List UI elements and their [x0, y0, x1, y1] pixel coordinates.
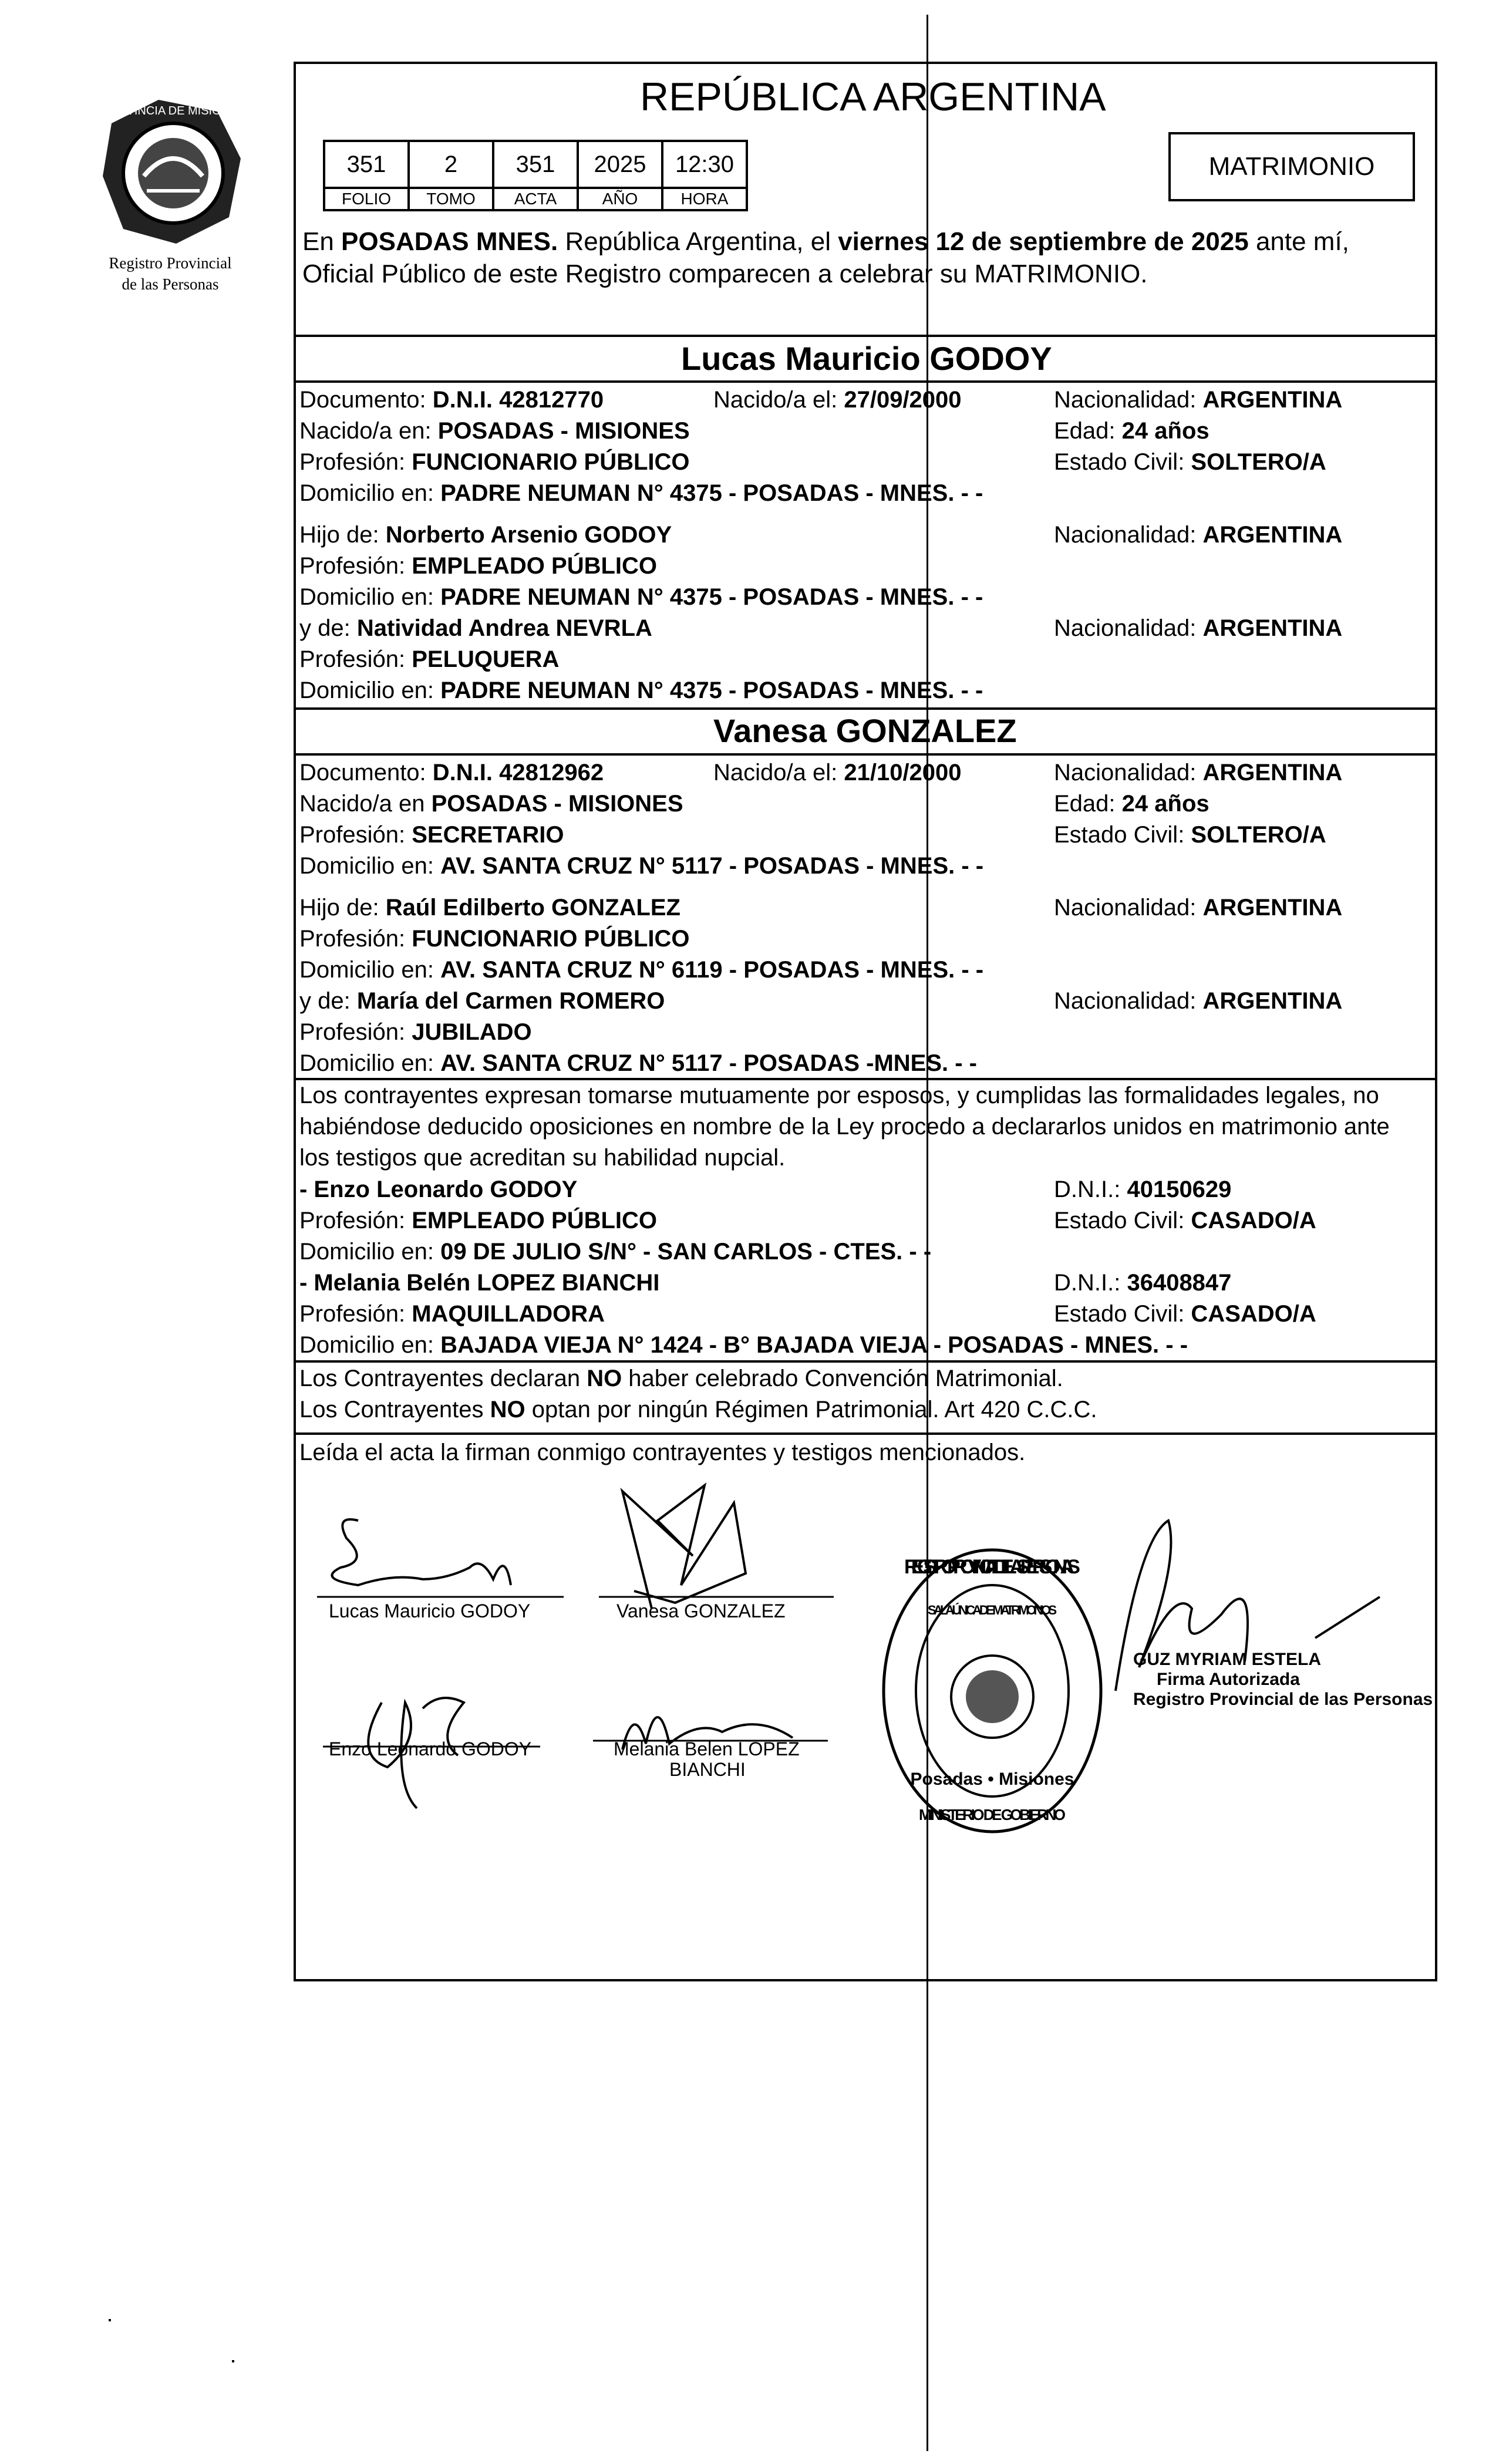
bride-father-addr [299, 955, 983, 986]
bride-age-value: 24 años [1121, 791, 1209, 817]
groom-father-nat [1054, 520, 1342, 551]
divider-closing [294, 1432, 1437, 1435]
groom-father-addr [299, 582, 983, 613]
convention-line2 [299, 1394, 1097, 1425]
label: Estado Civil: [1054, 1301, 1191, 1327]
bride-addr [299, 851, 983, 882]
witness1-addr-value: 09 DE JULIO S/N° - SAN CARLOS - CTES. - - [440, 1239, 932, 1265]
declaration-line2: habiéndose deducido oposiciones en nombre de la Ley procedo a declararlos unidos en matrimonio ante [299, 1114, 1390, 1140]
label: Nacionalidad: [1054, 615, 1203, 641]
groom-father-prof [299, 551, 657, 582]
label: Profesión: [299, 1301, 412, 1327]
witness2-prof-value: MAQUILLADORA [412, 1301, 605, 1327]
label: Documento: [299, 387, 433, 413]
seal-inner-text: SALA ÚNICA DE MATRIMONIOS [928, 1603, 1057, 1617]
groom-mother-addr [299, 675, 983, 706]
bride-doc [299, 757, 604, 788]
bride-father-nat [1054, 892, 1342, 923]
label: Estado Civil: [1054, 449, 1191, 475]
label: Los Contrayentes declaran [299, 1366, 587, 1391]
intro-line2: Oficial Público de este Registro comparecen a celebrar su MATRIMONIO. [302, 259, 1148, 288]
label: haber celebrado Convención Matrimonial. [622, 1366, 1063, 1391]
country-title: REPÚBLICA ARGENTINA [640, 75, 1106, 119]
bride-father-prof-value: FUNCIONARIO PÚBLICO [412, 926, 690, 952]
groom-civil-value: SOLTERO/A [1191, 449, 1326, 475]
groom-born-value: 27/09/2000 [844, 387, 962, 413]
bride-prof-value: SECRETARIO [412, 822, 564, 848]
label: D.N.I.: [1054, 1270, 1127, 1296]
witness2-civil [1054, 1299, 1316, 1330]
label: Hijo de: [299, 895, 386, 921]
label: Domicilio en: [299, 1332, 441, 1358]
label: Nacionalidad: [1054, 760, 1203, 786]
seal-outer-text: REGISTRO PROVINCIAL DE LAS PERSONAS [904, 1556, 1080, 1578]
intro-date: viernes 12 de septiembre de 2025 [838, 227, 1249, 256]
acta-value: 351 [493, 141, 578, 188]
hora-label: HORA [662, 188, 747, 210]
bride-born-value: 21/10/2000 [844, 760, 962, 786]
groom-doc [299, 385, 604, 416]
acta-label: ACTA [493, 188, 578, 210]
witness1-prof [299, 1205, 657, 1236]
label: y de: [299, 988, 357, 1014]
witness1-signature-caption: Enzo Leonardo GODOY [329, 1738, 532, 1759]
witness2-signature-caption: Melania Belen LOPEZ [614, 1738, 800, 1759]
intro-mid: República Argentina, el [558, 227, 838, 256]
groom-father [299, 520, 672, 551]
bride-mother-addr [299, 1048, 977, 1079]
label: Nacido/a en [299, 791, 432, 817]
registration-table [323, 140, 748, 211]
official-stamp-text [1133, 1650, 1433, 1710]
bride-signature-caption: Vanesa GONZALEZ [616, 1600, 786, 1622]
groom-father-prof-value: EMPLEADO PÚBLICO [412, 553, 658, 579]
groom-mother-nat-value: ARGENTINA [1202, 615, 1343, 641]
label: Domicilio en: [299, 677, 441, 703]
tomo-value: 2 [409, 141, 493, 188]
label: Profesión: [299, 822, 412, 848]
label: Profesión: [299, 646, 412, 672]
bride-civil-value: SOLTERO/A [1191, 822, 1326, 848]
logo-caption [82, 252, 258, 295]
label: Profesión: [299, 1208, 412, 1233]
label: Domicilio en: [299, 1050, 441, 1076]
bride-mother-value: María del Carmen ROMERO [356, 988, 665, 1014]
bride-name: Vanesa GONZALEZ [713, 712, 1017, 749]
witness2-civil-value: CASADO/A [1191, 1301, 1316, 1327]
label: Nacionalidad: [1054, 988, 1203, 1014]
label: Nacido/a el: [713, 760, 844, 786]
label: Nacido/a el: [713, 387, 844, 413]
groom-father-value: Norberto Arsenio GODOY [385, 522, 672, 548]
witness2-addr-value: BAJADA VIEJA N° 1424 - B° BAJADA VIEJA - POSADAS - MNES. - - [440, 1332, 1188, 1358]
witness2-prof [299, 1299, 605, 1330]
label: Nacionalidad: [1054, 387, 1203, 413]
bride-mother-prof [299, 1017, 532, 1048]
witness1-dni-value: 40150629 [1127, 1177, 1232, 1202]
closing-text: Leída el acta la firman conmigo contrayentes y testigos mencionados. [299, 1440, 1026, 1465]
folio-label: FOLIO [324, 188, 409, 210]
scan-dot [232, 2360, 234, 2362]
convention1-no: NO [587, 1366, 622, 1391]
groom-name: Lucas Mauricio GODOY [681, 340, 1052, 377]
groom-mother-nat [1054, 613, 1342, 644]
label: Domicilio en: [299, 853, 441, 879]
groom-born [713, 385, 962, 416]
logo-caption-line1: Registro Provincial [109, 254, 232, 272]
witness2-addr [299, 1330, 1188, 1361]
witness1-name: - Enzo Leonardo GODOY [299, 1177, 578, 1202]
witness2-signature-caption-2: BIANCHI [669, 1759, 746, 1780]
groom-mother-prof [299, 644, 559, 675]
groom-age [1054, 416, 1209, 447]
bride-prof [299, 820, 564, 851]
label: Nacionalidad: [1054, 895, 1203, 921]
bride-mother-addr-value: AV. SANTA CRUZ N° 5117 - POSADAS -MNES. - - [440, 1050, 977, 1076]
groom-doc-value: D.N.I. 42812770 [432, 387, 604, 413]
seal-ministry-text: MINISTERIO DE GOBIERNO [919, 1806, 1066, 1823]
groom-mother-prof-value: PELUQUERA [412, 646, 560, 672]
label: Estado Civil: [1054, 822, 1191, 848]
label: Profesión: [299, 926, 412, 952]
groom-prof [299, 447, 690, 478]
label: Nacionalidad: [1054, 522, 1203, 548]
label: Domicilio en: [299, 480, 441, 506]
witness1-prof-value: EMPLEADO PÚBLICO [412, 1208, 658, 1233]
bride-nat [1054, 757, 1342, 788]
official-office: Registro Provincial de las Personas [1133, 1690, 1433, 1709]
groom-father-nat-value: ARGENTINA [1202, 522, 1343, 548]
groom-addr [299, 478, 983, 509]
divider-groom-top [294, 335, 1437, 337]
label: Edad: [1054, 791, 1122, 817]
bride-father-value: Raúl Edilberto GONZALEZ [385, 895, 680, 921]
witness1-civil-value: CASADO/A [1191, 1208, 1316, 1233]
folio-value: 351 [324, 141, 409, 188]
groom-age-value: 24 años [1121, 418, 1209, 444]
witness2-dni-value: 36408847 [1127, 1270, 1232, 1296]
bride-father-nat-value: ARGENTINA [1202, 895, 1343, 921]
bride-mother-nat [1054, 986, 1342, 1017]
bride-age [1054, 788, 1209, 820]
bride-nat-value: ARGENTINA [1202, 760, 1343, 786]
label: y de: [299, 615, 357, 641]
official-name: GUZ MYRIAM ESTELA [1133, 1650, 1321, 1669]
logo-ring-text: PROVINCIA DE MISIONES [101, 105, 245, 117]
groom-mother [299, 613, 652, 644]
label: D.N.I.: [1054, 1177, 1127, 1202]
intro-place: POSADAS MNES. [341, 227, 558, 256]
groom-mother-addr-value: PADRE NEUMAN N° 4375 - POSADAS - MNES. - - [440, 677, 983, 703]
bride-addr-value: AV. SANTA CRUZ N° 5117 - POSADAS - MNES. - - [440, 853, 984, 879]
label: Documento: [299, 760, 433, 786]
bride-father-prof [299, 923, 690, 955]
label: Domicilio en: [299, 584, 441, 610]
witness1-addr [299, 1236, 931, 1268]
witness1-dni [1054, 1174, 1231, 1205]
groom-signature-caption: Lucas Mauricio GODOY [329, 1600, 531, 1622]
bride-mother [299, 986, 665, 1017]
act-type-box: MATRIMONIO [1168, 132, 1415, 201]
label: Domicilio en: [299, 957, 441, 983]
convention-line1 [299, 1363, 1063, 1394]
divider-bride-top [294, 707, 1437, 710]
intro-en: En [302, 227, 342, 256]
intro-line1 [302, 226, 1349, 257]
groom-addr-value: PADRE NEUMAN N° 4375 - POSADAS - MNES. - - [440, 480, 983, 506]
label: Profesión: [299, 553, 412, 579]
groom-nat-value: ARGENTINA [1202, 387, 1343, 413]
label: Hijo de: [299, 522, 386, 548]
groom-father-addr-value: PADRE NEUMAN N° 4375 - POSADAS - MNES. - - [440, 584, 983, 610]
bride-birthplace [299, 788, 683, 820]
label: Estado Civil: [1054, 1208, 1191, 1233]
declaration-line1: Los contrayentes expresan tomarse mutuamente por esposos, y cumplidas las formalidades legales, no [299, 1083, 1379, 1108]
scan-dot [109, 2319, 111, 2321]
divider-groom-name [294, 380, 1437, 383]
divider-conventions [294, 1360, 1437, 1363]
groom-prof-value: FUNCIONARIO PÚBLICO [412, 449, 690, 475]
declaration-line3: los testigos que acreditan su habilidad nupcial. [299, 1145, 786, 1171]
anio-value: 2025 [578, 141, 662, 188]
divider-bride-name [294, 753, 1437, 756]
logo-caption-line2: de las Personas [122, 275, 219, 293]
convention2-no: NO [490, 1397, 525, 1423]
official-title: Firma Autorizada [1157, 1670, 1300, 1689]
bride-doc-value: D.N.I. 42812962 [432, 760, 604, 786]
label: Los Contrayentes [299, 1397, 490, 1423]
label: Domicilio en: [299, 1239, 441, 1265]
groom-birthplace-value: POSADAS - MISIONES [437, 418, 690, 444]
groom-birthplace [299, 416, 690, 447]
witness2-signature [581, 1667, 840, 1802]
groom-mother-value: Natividad Andrea NEVRLA [356, 615, 652, 641]
bride-civil [1054, 820, 1326, 851]
official-seal [869, 1526, 1116, 1855]
seal-bottom-text: Posadas • Misiones [910, 1769, 1074, 1789]
bride-father-addr-value: AV. SANTA CRUZ N° 6119 - POSADAS - MNES. - - [440, 957, 984, 983]
bride-mother-prof-value: JUBILADO [412, 1019, 532, 1045]
intro-tail: ante mí, [1248, 227, 1349, 256]
tomo-label: TOMO [409, 188, 493, 210]
witness2-name: - Melania Belén LOPEZ BIANCHI [299, 1270, 660, 1296]
bride-birthplace-value: POSADAS - MISIONES [431, 791, 683, 817]
label: optan por ningún Régimen Patrimonial. Art 420 C.C.C. [525, 1397, 1097, 1423]
groom-civil [1054, 447, 1326, 478]
witness2-dni [1054, 1268, 1231, 1299]
bride-mother-nat-value: ARGENTINA [1202, 988, 1343, 1014]
label: Nacido/a en: [299, 418, 438, 444]
label: Profesión: [299, 1019, 412, 1045]
label: Edad: [1054, 418, 1122, 444]
label: Profesión: [299, 449, 412, 475]
official-signature [1104, 1515, 1409, 1761]
anio-label: AÑO [578, 188, 662, 210]
bride-born [713, 757, 962, 788]
groom-nat [1054, 385, 1342, 416]
hora-value: 12:30 [662, 141, 747, 188]
witness1-civil [1054, 1205, 1316, 1236]
bride-father [299, 892, 680, 923]
